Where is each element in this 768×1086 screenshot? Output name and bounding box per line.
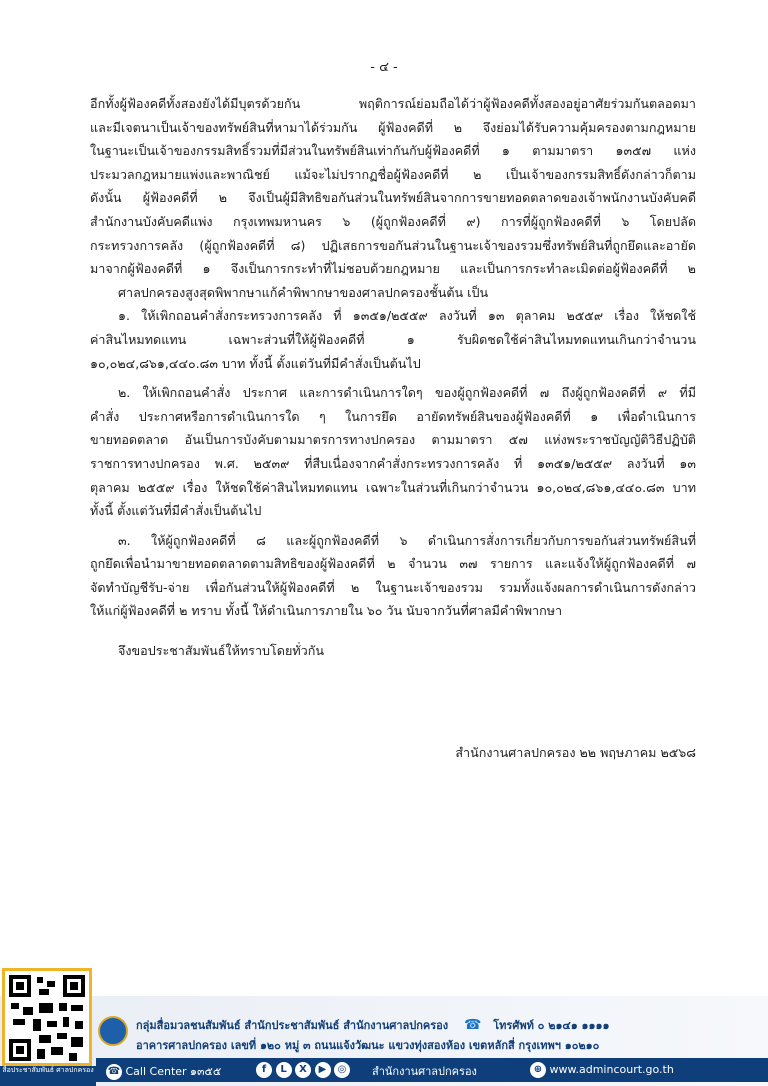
- order-item-3: ๓. ให้ผู้ถูกฟ้องคดีที่ ๘ และผู้ถูกฟ้องคดีที่ ๖ ดำเนินการสั่งการเกี่ยวกับการขอกันส่วนทรัพย์สินที่: [118, 532, 696, 548]
- footer-contact-bar: [96, 1058, 768, 1082]
- order-item-2: ๒. ให้เพิกถอนคำสั่ง ประกาศ และการดำเนินการใดๆ ของผู้ถูกฟ้องคดีที่ ๗ ถึงผู้ถูกฟ้องคดีที่ ๙ ที่มี: [118, 385, 696, 401]
- office-name: สำนักงานศาลปกครอง: [372, 1065, 477, 1078]
- order-item-1: ๑๐,๐๒๔,๘๖๑,๔๔๐.๘๓ บาท ทั้งนี้ ตั้งแต่วันที่มีคำสั่งเป็นต้นไป: [90, 355, 421, 371]
- signature-line: สำนักงานศาลปกครอง ๒๒ พฤษภาคม ๒๕๖๘: [455, 745, 696, 760]
- instagram-icon[interactable]: ◎: [334, 1062, 350, 1078]
- body-line: ในฐานะเป็นเจ้าของกรรมสิทธิ์รวมที่มีส่วนในทรัพย์สินเท่ากันกับผู้ฟ้องคดีที่ ๑ ตามมาตรา ๑๓๕๗ แห่ง: [90, 143, 696, 159]
- body-line: มาจากผู้ฟ้องคดีที่ ๑ จึงเป็นการกระทำที่ไม่ชอบด้วยกฎหมาย และเป็นการกระทำละเมิดต่อผู้ฟ้องคดีที่ ๒: [90, 261, 696, 277]
- body-line: อีกทั้งผู้ฟ้องคดีทั้งสองยังได้มีบุตรด้วยกัน พฤติการณ์ย่อมถือได้ว่าผู้ฟ้องคดีทั้งสองอยู่อาศัยร่วมกันตลอดมา: [90, 96, 696, 111]
- order-item-2: ราชการทางปกครอง พ.ศ. ๒๕๓๙ ที่สืบเนื่องจากคำสั่งกระทรวงการคลัง ที่ ๑๓๕๑/๒๕๕๙ ลงวันที่ ๑๓: [90, 455, 696, 471]
- body-line: ประมวลกฎหมายแพ่งและพาณิชย์ แม้จะไม่ปรากฏชื่อผู้ฟ้องคดีที่ ๒ เป็นเจ้าของกรรมสิทธิ์ดังกล่าวก็ตาม: [90, 166, 696, 182]
- body-line: และมีเจตนาเป็นเจ้าของทรัพย์สินที่หามาได้ร่วมกัน ผู้ฟ้องคดีที่ ๒ จึงย่อมได้รับความคุ้มครองตามกฎหมาย: [90, 119, 696, 135]
- order-item-1: ค่าสินไหมทดแทน เฉพาะส่วนที่ให้ผู้ฟ้องคดีที่ ๑ รับผิดชดใช้ค่าสินไหมทดแทนเกินกว่าจำนวน: [90, 331, 696, 347]
- order-item-2: ขายทอดตลาด อันเป็นการบังคับตามมาตรการทางปกครอง ตามมาตรา ๕๗ แห่งพระราชบัญญัติวิธีปฏิบัติ: [90, 432, 696, 448]
- court-logo-icon: [98, 1016, 128, 1046]
- qr-caption: สื่อประชาสัมพันธ์ ศาลปกครอง: [0, 1066, 96, 1086]
- page-number: - ๔ -: [370, 60, 398, 75]
- footer-org-row: [136, 1016, 610, 1034]
- order-item-3: จัดทำบัญชีรับ-จ่าย เพื่อกันส่วนให้ผู้ฟ้องคดีที่ ๒ ในฐานะเจ้าของรวม รวมทั้งแจ้งผลการดำเนินการดังกล่าว: [90, 579, 696, 595]
- body-line: ดังนั้น ผู้ฟ้องคดีที่ ๒ จึงเป็นผู้มีสิทธิขอกันส่วนในทรัพย์สินจากการขายทอดตลาดของเจ้าพนักงานบังคับคดี: [90, 190, 696, 206]
- order-item-3: ถูกยึดเพื่อนำมาขายทอดตลาดตามสิทธิของผู้ฟ้องคดีที่ ๒ จำนวน ๓๗ รายการ และแจ้งให้ผู้ถูกฟ้องคดีที่ ๗: [90, 556, 696, 572]
- order-item-2: คำสั่ง ประกาศหรือการดำเนินการใด ๆ ในการยึด อายัดทรัพย์สินของผู้ฟ้องคดีที่ ๑ เพื่อดำเนินการ: [90, 408, 696, 424]
- order-item-3: ให้แก่ผู้ฟ้องคดีที่ ๒ ทราบ ทั้งนี้ ให้ดำเนินการภายใน ๖๐ วัน นับจากวันที่ศาลมีคำพิพากษา: [90, 603, 563, 619]
- closing-line: จึงขอประชาสัมพันธ์ให้ทราบโดยทั่วกัน: [118, 643, 324, 659]
- footer-address: อาคารศาลปกครอง เลขที่ ๑๒๐ หมู่ ๓ ถนนแจ้งวัฒนะ แขวงทุ่งสองห้อง เขตหลักสี่ กรุงเทพฯ ๑๐๒๑๐: [136, 1039, 600, 1052]
- line-icon[interactable]: L: [276, 1062, 292, 1078]
- footer: [0, 966, 768, 1086]
- youtube-icon[interactable]: ▶: [315, 1062, 331, 1078]
- qr-code-icon[interactable]: [2, 968, 92, 1066]
- document-body: [90, 92, 696, 663]
- order-item-1: ๑. ให้เพิกถอนคำสั่งกระทรวงการคลัง ที่ ๑๓๕๑/๒๕๕๙ ลงวันที่ ๑๓ ตุลาคม ๒๕๕๙ เรื่อง ให้ชดใช้: [118, 308, 696, 324]
- body-line: สำนักงานบังคับคดีแพ่ง กรุงเทพมหานคร ๖ (ผู้ถูกฟ้องคดีที่ ๙) การที่ผู้ถูกฟ้องคดีที่ ๖ โดยปลัด: [90, 213, 696, 229]
- facebook-icon[interactable]: f: [256, 1062, 272, 1078]
- court-order-line: ศาลปกครองสูงสุดพิพากษาแก้คำพิพากษาของศาลปกครองชั้นต้น เป็น: [118, 284, 489, 300]
- call-icon: ☎: [106, 1064, 122, 1080]
- body-line: กระทรวงการคลัง (ผู้ถูกฟ้องคดีที่ ๘) ปฏิเสธการขอกันส่วนในฐานะเจ้าของรวมซึ่งทรัพย์สินที่ถูกยึดและอายัด: [90, 237, 696, 253]
- call-center[interactable]: ☎ Call Center ๑๓๕๕: [107, 1065, 222, 1078]
- order-item-2: ทั้งนี้ ตั้งแต่วันที่มีคำสั่งเป็นต้นไป: [90, 503, 262, 519]
- website-link[interactable]: ⊕ www.admincourt.go.th: [530, 1062, 674, 1078]
- globe-icon: ⊕: [530, 1062, 546, 1078]
- x-icon[interactable]: X: [295, 1062, 311, 1078]
- phone-number: โทรศัพท์ ๐ ๒๑๔๑ ๑๑๑๑: [493, 1019, 610, 1032]
- order-item-2: ตุลาคม ๒๕๕๙ เรื่อง ให้ชดใช้ค่าสินไหมทดแทน เฉพาะในส่วนที่เกินกว่าจำนวน ๑๐,๐๒๔,๘๖๑,๔๔๐.๘๓ บาท: [90, 479, 696, 495]
- org-line: กลุ่มสื่อมวลชนสัมพันธ์ สำนักประชาสัมพันธ์ สำนักงานศาลปกครอง: [136, 1019, 449, 1032]
- phone-icon: ☎: [463, 1017, 482, 1033]
- social-icons: [256, 1062, 350, 1078]
